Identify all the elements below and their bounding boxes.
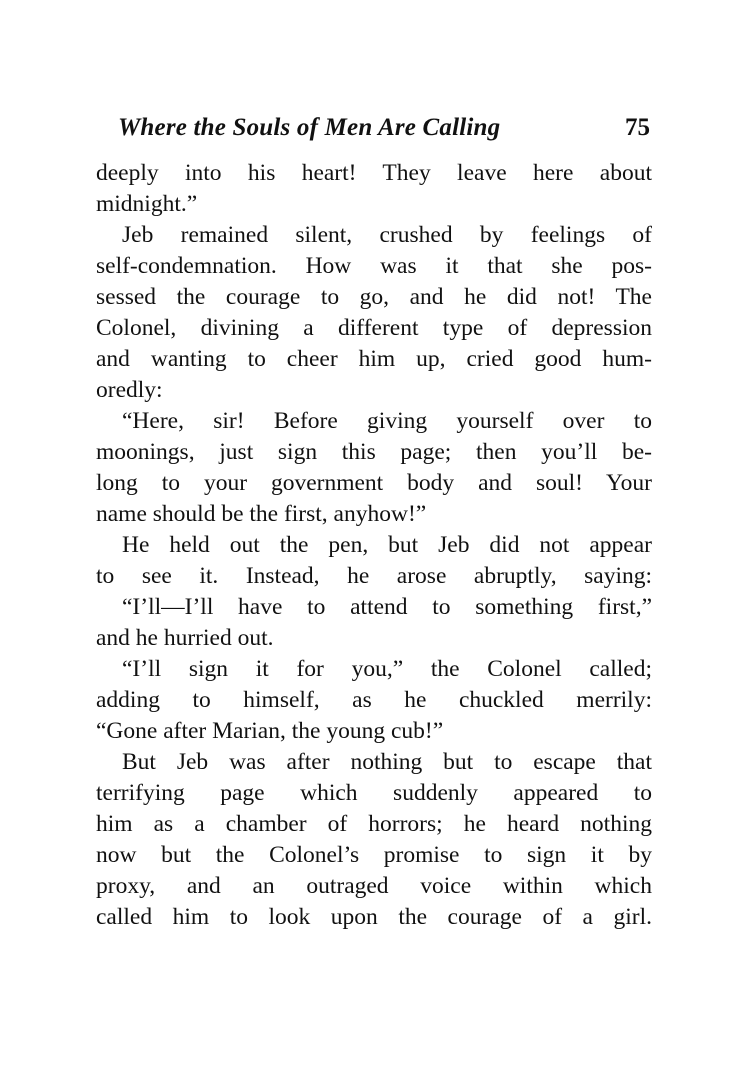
- book-page: [96, 108, 652, 933]
- text-line: proxy, and an outraged voice within which: [96, 873, 652, 899]
- text-line: Jeb remained silent, crushed by feelings of: [122, 222, 652, 248]
- text-line: deeply into his heart! They leave here about: [96, 160, 652, 186]
- page-number: 75: [625, 114, 650, 141]
- text-line: now but the Colonel’s promise to sign it by: [96, 842, 652, 868]
- text-line: “I’ll—I’ll have to attend to something first,”: [122, 594, 652, 620]
- text-line: “I’ll sign it for you,” the Colonel called;: [122, 656, 652, 682]
- running-head: [96, 108, 652, 148]
- text-line: oredly:: [96, 377, 163, 403]
- body-text: [96, 158, 652, 933]
- text-line: name should be the first, anyhow!”: [96, 501, 427, 527]
- text-line: called him to look upon the courage of a girl.: [96, 904, 652, 930]
- text-line: He held out the pen, but Jeb did not appear: [122, 532, 652, 558]
- text-line: sessed the courage to go, and he did not! The: [96, 284, 652, 310]
- text-line: “Here, sir! Before giving yourself over to: [122, 408, 652, 434]
- text-line: and wanting to cheer him up, cried good hum-: [96, 346, 652, 372]
- text-line: adding to himself, as he chuckled merrily:: [96, 687, 652, 713]
- text-line: to see it. Instead, he arose abruptly, saying:: [96, 563, 652, 589]
- text-line: moonings, just sign this page; then you’ll be-: [96, 439, 652, 465]
- text-line: But Jeb was after nothing but to escape that: [122, 749, 652, 775]
- text-line: long to your government body and soul! Your: [96, 470, 652, 496]
- text-line: and he hurried out.: [96, 625, 274, 651]
- text-line: terrifying page which suddenly appeared to: [96, 780, 652, 806]
- text-line: midnight.”: [96, 191, 198, 217]
- text-line: self-condemnation. How was it that she pos-: [96, 253, 652, 279]
- text-line: “Gone after Marian, the young cub!”: [96, 718, 444, 744]
- text-line: Colonel, divining a different type of depression: [96, 315, 652, 341]
- text-line: him as a chamber of horrors; he heard nothing: [96, 811, 652, 837]
- running-title: Where the Souls of Men Are Calling: [118, 114, 501, 141]
